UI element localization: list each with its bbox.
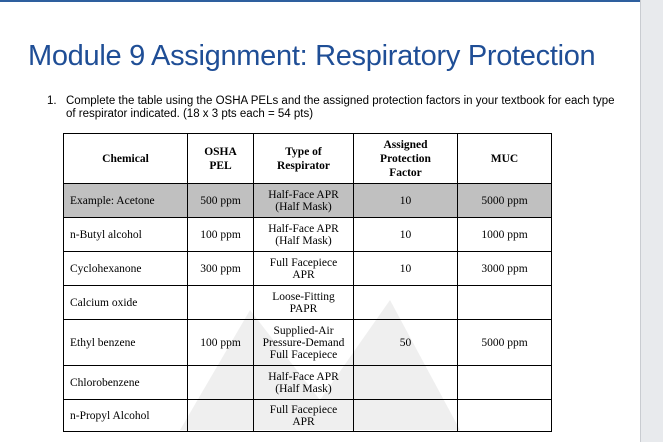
cell-chemical: Ethyl benzene <box>64 320 188 366</box>
cell-pel <box>188 286 254 320</box>
table-row <box>64 366 552 400</box>
vertical-scrollbar[interactable] <box>640 0 663 442</box>
cell-chemical: n-Butyl alcohol <box>64 218 188 252</box>
table-header-row <box>64 134 552 184</box>
cell-respirator: Half-Face APR (Half Mask) <box>254 184 354 218</box>
cell-muc <box>458 366 552 400</box>
header-respirator: Type of Respirator <box>254 134 354 184</box>
cell-chemical: Calcium oxide <box>64 286 188 320</box>
header-apf: Assigned Protection Factor <box>354 134 458 184</box>
header-muc: MUC <box>458 134 552 184</box>
cell-respirator: Supplied-Air Pressure-Demand Full Facepiece <box>254 320 354 366</box>
top-border <box>0 0 640 2</box>
cell-pel: 100 ppm <box>188 320 254 366</box>
cell-respirator: Half-Face APR (Half Mask) <box>254 366 354 400</box>
cell-pel: 300 ppm <box>188 252 254 286</box>
table-row <box>64 218 552 252</box>
cell-apf <box>354 366 458 400</box>
cell-apf <box>354 286 458 320</box>
respirator-table <box>63 133 552 432</box>
table-row <box>64 252 552 286</box>
cell-muc <box>458 400 552 432</box>
cell-respirator: Loose-Fitting PAPR <box>254 286 354 320</box>
table-row <box>64 184 552 218</box>
cell-respirator: Full Facepiece APR <box>254 252 354 286</box>
table-row <box>64 400 552 432</box>
cell-apf <box>354 400 458 432</box>
header-chemical: Chemical <box>64 134 188 184</box>
cell-pel: 100 ppm <box>188 218 254 252</box>
cell-apf: 10 <box>354 218 458 252</box>
question-text: Complete the table using the OSHA PELs and the assigned protection factors in your textbook for each type of respirator indicated. (18 x 3 pts each = 54 pts) <box>66 95 615 120</box>
question-number: 1. <box>47 95 57 107</box>
table-row <box>64 286 552 320</box>
cell-muc: 3000 ppm <box>458 252 552 286</box>
cell-pel: 500 ppm <box>188 184 254 218</box>
cell-chemical: Chlorobenzene <box>64 366 188 400</box>
cell-chemical: Example: Acetone <box>64 184 188 218</box>
cell-muc: 5000 ppm <box>458 184 552 218</box>
cell-apf: 50 <box>354 320 458 366</box>
cell-apf: 10 <box>354 252 458 286</box>
cell-chemical: n-Propyl Alcohol <box>64 400 188 432</box>
cell-pel <box>188 366 254 400</box>
table-row <box>64 320 552 366</box>
cell-muc: 5000 ppm <box>458 320 552 366</box>
cell-muc <box>458 286 552 320</box>
cell-respirator: Half-Face APR (Half Mask) <box>254 218 354 252</box>
cell-pel <box>188 400 254 432</box>
header-pel: OSHA PEL <box>188 134 254 184</box>
cell-chemical: Cyclohexanone <box>64 252 188 286</box>
cell-apf: 10 <box>354 184 458 218</box>
cell-muc: 1000 ppm <box>458 218 552 252</box>
page-title: Module 9 Assignment: Respiratory Protection <box>28 40 596 72</box>
cell-respirator: Full Facepiece APR <box>254 400 354 432</box>
